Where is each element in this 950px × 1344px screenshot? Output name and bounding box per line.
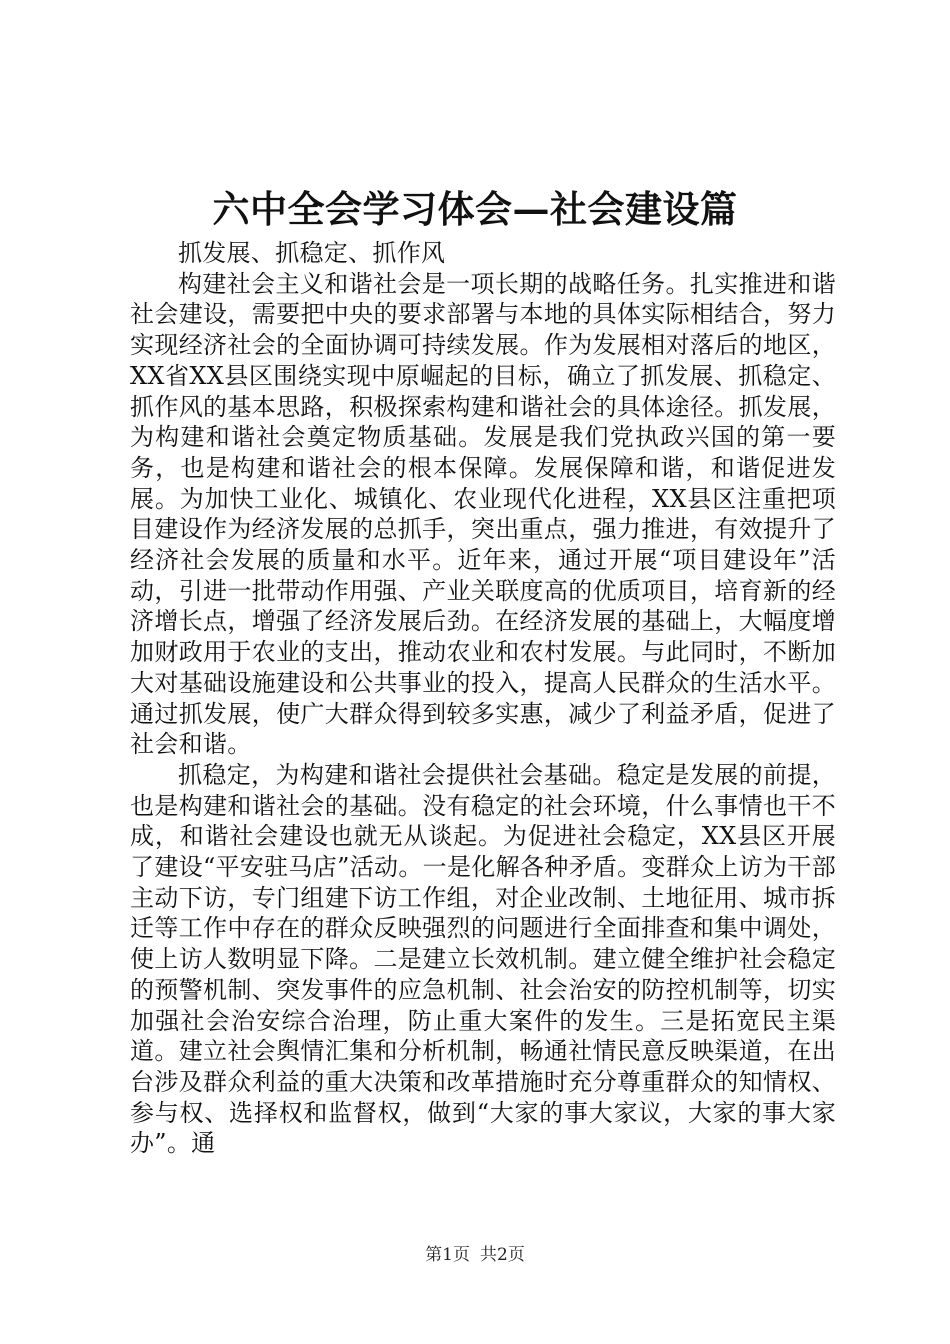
paragraph-2: 抓稳定，为构建和谐社会提供社会基础。稳定是发展的前提，也是构建和谐社会的基础。没有稳定的社会环境，什么事情也干不成，和谐社会建设也就无从谈起。为促进社会稳定，XX县区开展了建设“平安驻马店”活动。一是化解各种矛盾。变群众上访为干部主动下访，专门组建下访工作组，对企业改制、土地征用、城市拆迁等工作中存在的群众反映强烈的问题进行全面排查和集中调处，使上访人数明显下降。二是建立长效机制。建立健全维护社会稳定的预警机制、突发事件的应急机制、社会治安的防控机制等，切实加强社会治安综合治理，防止重大案件的发生。三是拓宽民主渠道。建立社会舆情汇集和分析机制，畅通社情民意反映渠道，在出台涉及群众利益的重大决策和改革措施时充分尊重群众的知情权、参与权、选择权和监督权，做到“大家的事大家议，大家的事大家办”。通 <box>130 760 836 1158</box>
document-body <box>130 238 836 1159</box>
page-total: 共2页 <box>480 1245 525 1265</box>
page-footer <box>0 1243 950 1267</box>
document-title: 六中全会学习体会—社会建设篇 <box>212 187 738 231</box>
page-number: 第1页 <box>425 1245 470 1265</box>
paragraph-1: 构建社会主义和谐社会是一项长期的战略任务。扎实推进和谐社会建设，需要把中央的要求部署与本地的具体实际相结合，努力实现经济社会的全面协调可持续发展。作为发展相对落后的地区，XX省XX县区围绕实现中原崛起的目标，确立了抓发展、抓稳定、抓作风的基本思路，积极探索构建和谐社会的具体途径。抓发展，为构建和谐社会奠定物质基础。发展是我们党执政兴国的第一要务，也是构建和谐社会的根本保障。发展保障和谐，和谐促进发展。为加快工业化、城镇化、农业现代化进程，XX县区注重把项目建设作为经济发展的总抓手，突出重点，强力推进，有效提升了经济社会发展的质量和水平。近年来，通过开展“项目建设年”活动，引进一批带动作用强、产业关联度高的优质项目，培育新的经济增长点，增强了经济发展后劲。在经济发展的基础上，大幅度增加财政用于农业的支出，推动农业和农村发展。与此同时，不断加大对基础设施建设和公共事业的投入，提高人民群众的生活水平。通过抓发展，使广大群众得到较多实惠，减少了利益矛盾，促进了社会和谐。 <box>130 269 836 759</box>
document-subtitle: 抓发展、抓稳定、抓作风 <box>178 239 446 267</box>
